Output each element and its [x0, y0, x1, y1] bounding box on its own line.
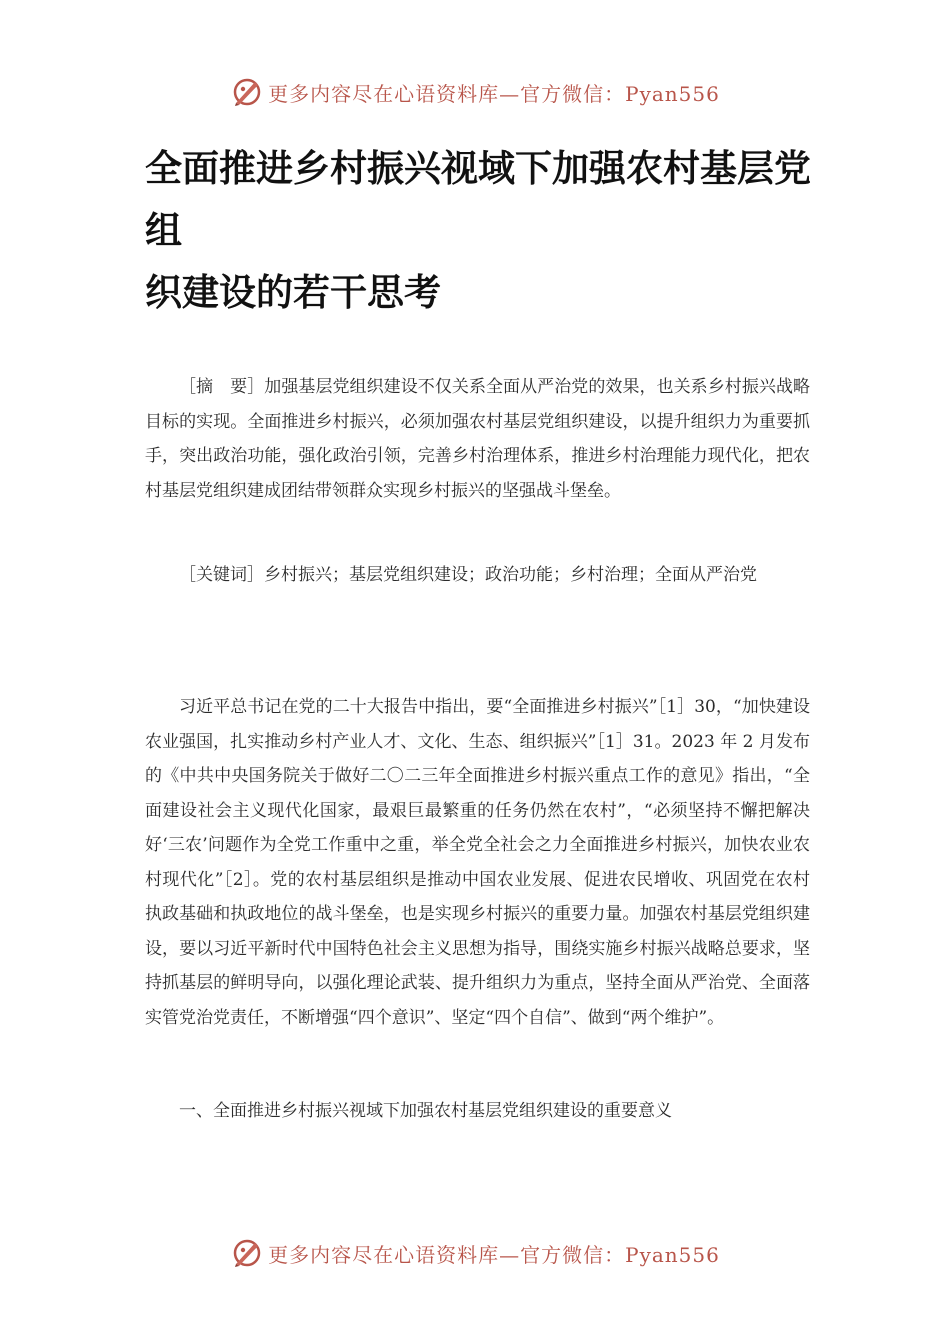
- pen-seal-icon: [230, 1236, 264, 1270]
- abstract-paragraph: ［摘 要］加强基层党组织建设不仅关系全面从严治党的效果，也关系乡村振兴战略目标的实现。全面推进乡村振兴，必须加强农村基层党组织建设，以提升组织力为重要抓手，突出政治功能，强化政治引领，完善乡村治理体系，推进乡村治理能力现代化，把农村基层党组织建成团结带领群众实现乡村振兴的坚强战斗堡垒。: [145, 377, 810, 501]
- title-line-3: 织建设的若干思考: [145, 271, 441, 314]
- document-title: [145, 138, 811, 324]
- section-heading: 一、全面推进乡村振兴视域下加强农村基层党组织建设的重要意义: [179, 1101, 672, 1121]
- title-line-2: 组: [145, 209, 182, 252]
- watermark-text: 更多内容尽在心语资料库—官方微信：Pyan556: [268, 1242, 720, 1267]
- title-line-1: 全面推进乡村振兴视域下加强农村基层党: [145, 147, 811, 190]
- pen-seal-icon: [230, 75, 264, 109]
- footer-watermark-banner: [0, 1233, 950, 1273]
- body-paragraph: 习近平总书记在党的二十大报告中指出，要“全面推进乡村振兴”［1］30，“加快建设农业强国，扎实推动乡村产业人才、文化、生态、组织振兴”［1］31。2023 年 2 月发布的《中共中央国务院关于做好二〇二三年全面推进乡村振兴重点工作的意见》指出，“全面建设社会主义现代化国家，最艰巨最繁重的任务仍然在农村”，“必须坚持不懈把解决好‘三农’问题作为全党工作重中之重，举全党全社会之力全面推进乡村振兴，加快农业农村现代化”［2］。党的农村基层组织是推动中国农业发展、促进农民增收、巩固党在农村执政基础和执政地位的战斗堡垒，也是实现乡村振兴的重要力量。加强农村基层党组织建设，要以习近平新时代中国特色社会主义思想为指导，围绕实施乡村振兴战略总要求，坚持抓基层的鲜明导向，以强化理论武装、提升组织力为重点，坚持全面从严治党、全面落实管党治党责任，不断增强“四个意识”、坚定“四个自信”、做到“两个维护”。: [145, 697, 810, 1028]
- watermark-text: 更多内容尽在心语资料库—官方微信：Pyan556: [268, 81, 720, 106]
- header-watermark-banner: [0, 72, 950, 112]
- keywords-paragraph: ［关键词］乡村振兴；基层党组织建设；政治功能；乡村治理；全面从严治党: [179, 565, 757, 585]
